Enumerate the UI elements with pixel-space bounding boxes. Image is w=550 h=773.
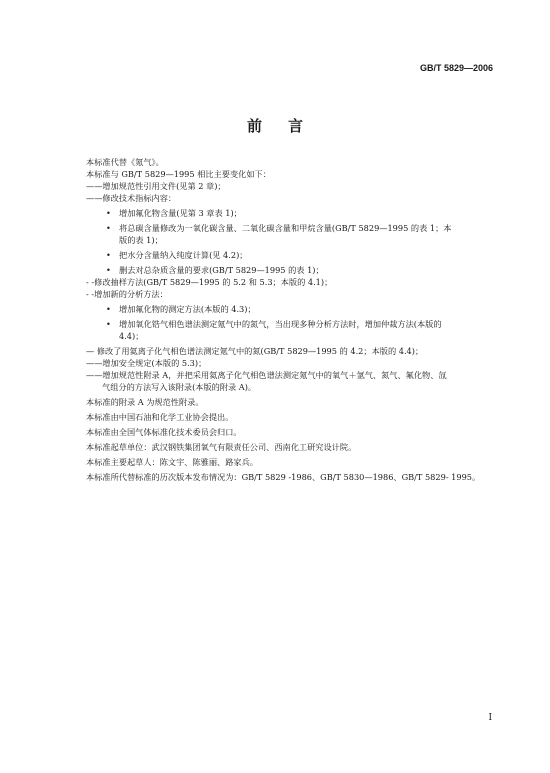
list-item-continuation: 气组分的方法写入该附录(本版的附录 A)。 xyxy=(102,382,257,392)
paragraph: 本标准所代替标准的历次版本发布情况为：GB/T 5829 -1986、GB/T 5830—1986、GB/T 5829- 1995。 xyxy=(86,472,481,482)
bullet-item: • 删去对总杂质含量的要求(GB/T 5829—1995 的表 1)； xyxy=(86,264,502,276)
paragraph: 本标准起草单位：武汉钢铁集团氧气有限责任公司、西南化工研究设计院。 xyxy=(86,442,357,452)
bullet-item: • 增加氟化物的测定方法(本版的 4.3)； xyxy=(86,303,502,315)
bullet-item: • 增加氧化锆气相色谱法测定氪气中的氮气，当出现多种分析方法时，增加仲裁方法(本版的 4.4)； xyxy=(86,318,502,342)
paragraph: 本标准代替《氪气》。 xyxy=(86,157,164,167)
page-number: I xyxy=(488,713,492,723)
paragraph: 本标准的附录 A 为规范性附录。 xyxy=(86,397,204,407)
paragraph: 本标准主要起草人：陈文宇、陈雅丽、路家兵。 xyxy=(86,457,258,467)
foreword-body xyxy=(86,156,502,483)
paragraph: 本标准与 GB/T 5829—1995 相比主要变化如下： xyxy=(86,169,271,179)
list-item: ——修改技术指标内容： xyxy=(86,193,177,203)
title-char-1: 前 xyxy=(246,117,262,135)
document-code: GB/T 5829—2006 xyxy=(419,63,493,73)
bullet-item: • 将总碳含量修改为一氧化碳含量、二氧化碳含量和甲烷含量(GB/T 5829—1995 的表 1；本 版的表 1)； xyxy=(86,222,502,246)
list-item: ——增加安全规定(本版的 5.3)； xyxy=(86,358,207,368)
list-item: - -增加新的分析方法： xyxy=(86,289,168,299)
list-item: — 修改了用氦离子化气相色谱法测定氪气中的氮(GB/T 5829—1995 的 4.2；本版的 4.4)； xyxy=(86,346,424,356)
bullet-item: • 增加氟化物含量(见第 3 章表 1)； xyxy=(86,207,502,219)
paragraph: 本标准由全国气体标准化技术委员会归口。 xyxy=(86,427,242,437)
bullet-item: • 把水分含量纳入纯度计算(见 4.2)； xyxy=(86,249,502,261)
list-item: - -修改抽样方法(GB/T 5829—1995 的 5.2 和 5.3；本版的 4.1)； xyxy=(86,277,333,287)
paragraph: 本标准由中国石油和化学工业协会提出。 xyxy=(86,412,234,422)
page-title xyxy=(0,115,550,136)
list-item: ——增加规范性引用文件(见第 2 章)； xyxy=(86,181,226,191)
list-item: ——增加规范性附录 A，并把采用氦离子化气相色谱法测定氪气中的氧气＋氩气、氮气、氟化物、氙 xyxy=(86,370,447,380)
title-char-2: 言 xyxy=(288,117,304,135)
